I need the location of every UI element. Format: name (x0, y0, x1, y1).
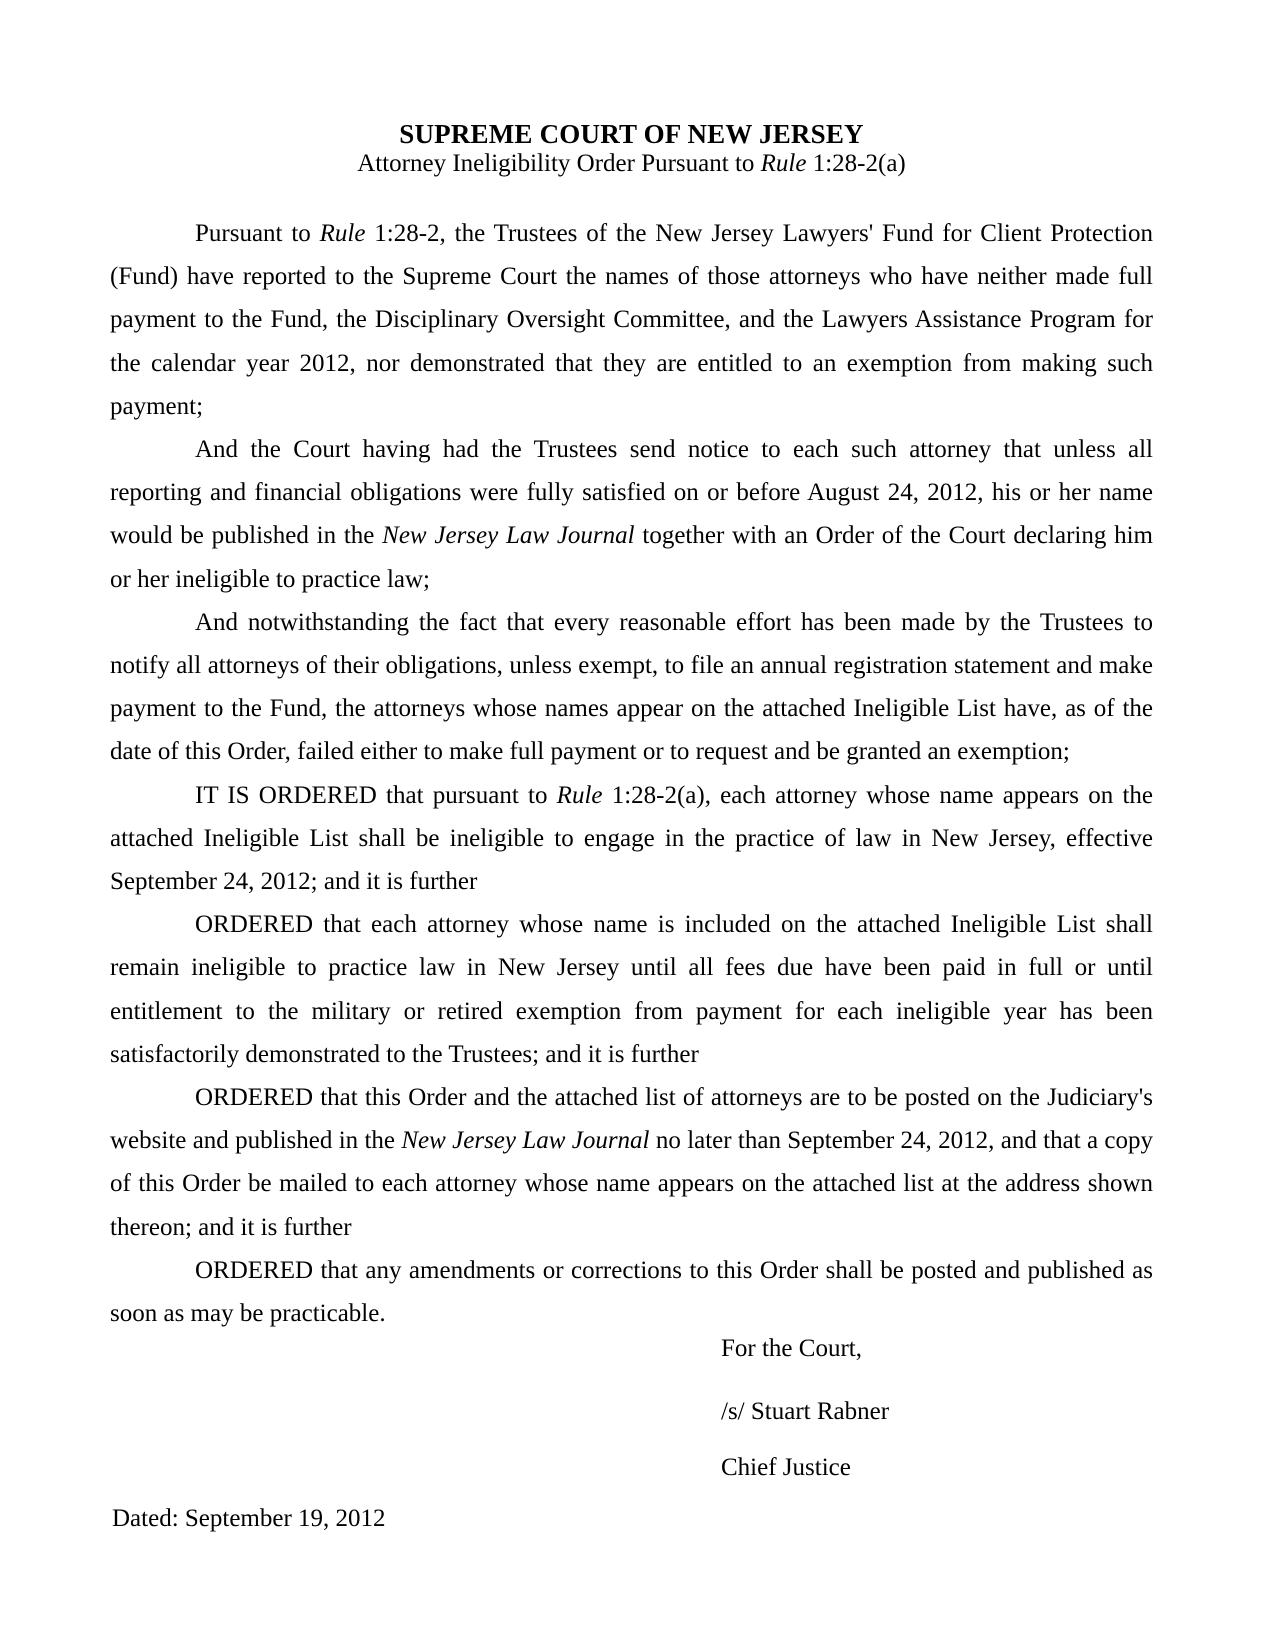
order-paragraph-notice: And the Court having had the Trustees send notice to each such attorney that unless all reporting and financial obligations were fully satisfied on or before August 24, 2012, his or her name would be published in the New Jersey Law Journal together with an Order of the Court declaring him or her ineligible to practice law; (110, 436, 1153, 593)
order-paragraph-it-is-ordered: IT IS ORDERED that pursuant to Rule 1:28-2(a), each attorney whose name appears on the attached Ineligible List shall be ineligible to engage in the practice of law in New Jersey, effective September 24, 2012; and it is further (110, 781, 1153, 896)
document-title: SUPREME COURT OF NEW JERSEY (399, 119, 864, 149)
signature-signer-title: Chief Justice (721, 1454, 851, 1481)
order-paragraph-recitals-fund: Pursuant to Rule 1:28-2, the Trustees of the New Jersey Lawyers' Fund for Client Protection (Fund) have reported to the Supreme Court the names of those attorneys who have neither made full payment to the Fund, the Disciplinary Oversight Committee, and the Lawyers Assistance Program for the calendar year 2012, nor demonstrated that they are entitled to an exemption from making such payment; (110, 220, 1153, 420)
document-subtitle: Attorney Ineligibility Order Pursuant to Rule 1:28-2(a) (357, 150, 906, 177)
document-content (110, 119, 1153, 1335)
signature-for-the-court: For the Court, (721, 1335, 862, 1362)
order-body (110, 212, 1153, 1335)
order-paragraph-remain-ineligible: ORDERED that each attorney whose name is included on the attached Ineligible List shall remain ineligible to practice law in New Jersey until all fees due have been paid in full or until entitlement to the military or retired exemption from payment for each ineligible year has been satisfactorily demonstrated to the Trustees; and it is further (110, 911, 1153, 1068)
order-paragraph-posting-publication: ORDERED that this Order and the attached list of attorneys are to be posted on the Judiciary's website and published in the New Jersey Law Journal no later than September 24, 2012, and that a copy of this Order be mailed to each attorney whose name appears on the attached list at the address shown thereon; and it is further (110, 1084, 1154, 1241)
order-paragraph-amendments: ORDERED that any amendments or corrections to this Order shall be posted and published as soon as may be practicable. (110, 1256, 1153, 1328)
order-paragraph-notwithstanding: And notwithstanding the fact that every reasonable effort has been made by the Trustees to notify all attorneys of their obligations, unless exempt, to file an annual registration statement and make payment to the Fund, the attorneys whose names appear on the attached Ineligible List have, as of the date of this Order, failed either to make full payment or to request and be granted an exemption; (110, 608, 1153, 766)
signature-name: /s/ Stuart Rabner (721, 1398, 890, 1425)
dated-line: Dated: September 19, 2012 (112, 1505, 386, 1532)
